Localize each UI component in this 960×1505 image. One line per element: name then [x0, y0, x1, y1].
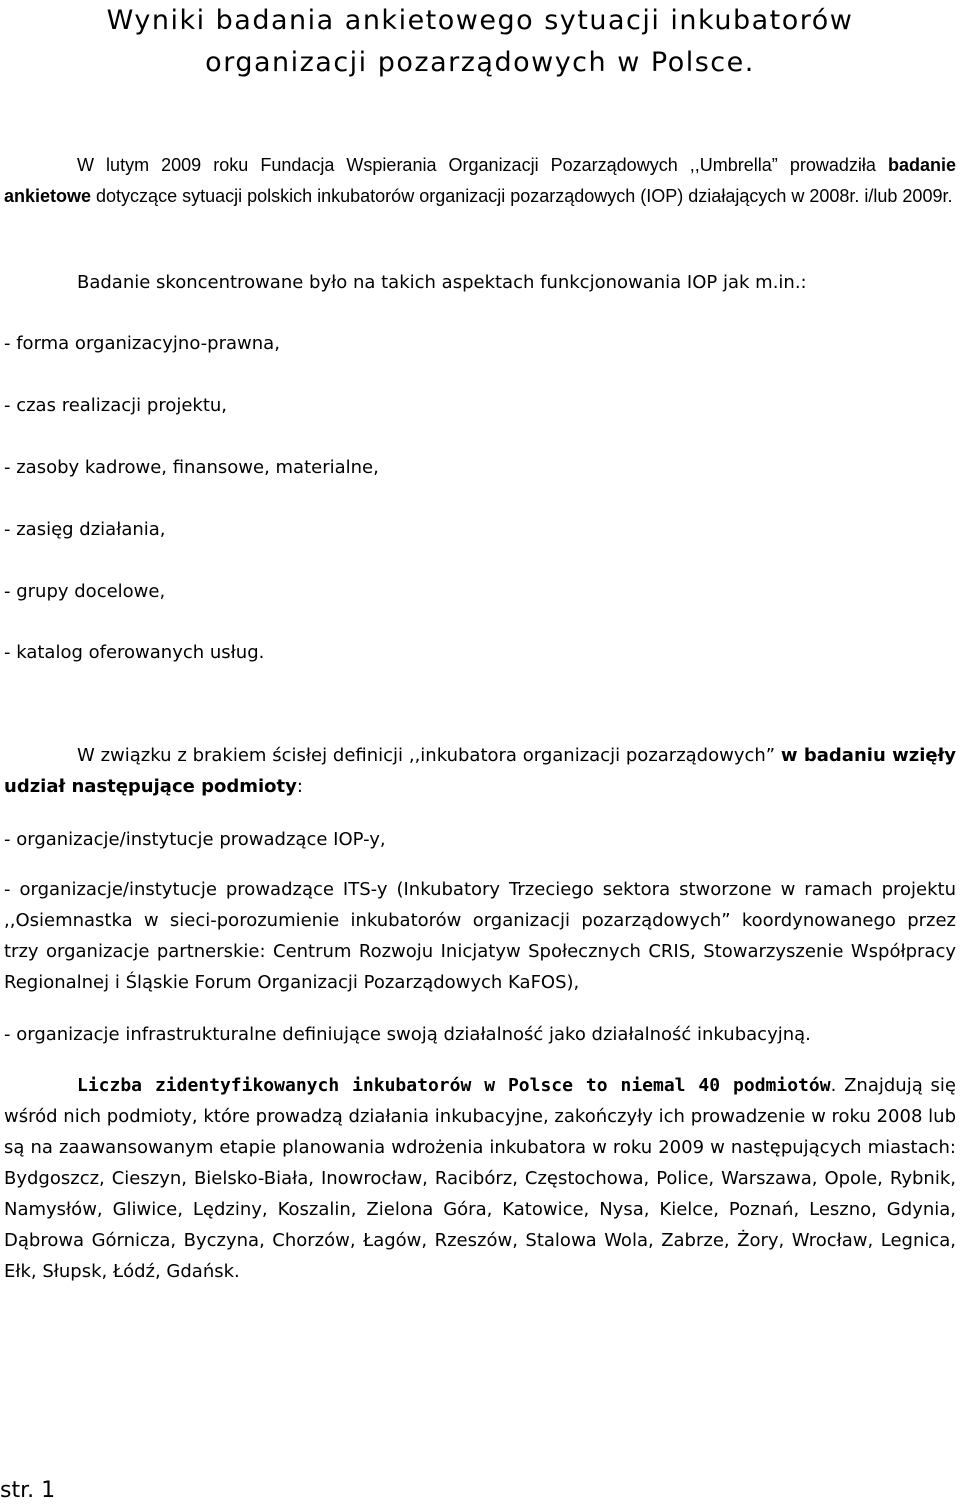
document-title — [0, 0, 960, 84]
intro-paragraph: W lutym 2009 roku Fundacja Wspierania Organizacji Pozarządowych ,,Umbrella” prowadziła badanie ankietowe dotyczące sytuacji polskich inkubatorów organizacji pozarządowych (IOP) działających w 2008r. i/lub 2009r. — [4, 155, 956, 206]
participant-item: - organizacje/instytucje prowadzące ITS-y (Inkubatory Trzeciego sektora stworzone w ramach projektu ,,Osiemnastka w sieci-porozumienie inkubatorów organizacji pozarządowych” koordynowanego przez trzy organizacje partnerskie: Centrum Rozwoju Inicjatyw Społecznych CRIS, Stowarzyszenie Współpracy Regionalnej i Śląskie Forum Organizacji Pozarządowych KaFOS), — [4, 879, 956, 993]
aspect-item: - katalog oferowanych usług. — [4, 642, 265, 663]
aspect-item: - zasięg działania, — [4, 519, 166, 540]
summary-bold: Liczba zidentyfikowanych inkubatorów w Polsce to niemal 40 podmiotów — [77, 1075, 831, 1096]
participants-bold: w badaniu wzięły udział następujące podmioty — [4, 745, 956, 797]
aspect-item: - czas realizacji projektu, — [4, 395, 228, 416]
participants-intro: W związku z brakiem ścisłej definicji ,,inkubatora organizacji pozarządowych” w badaniu wzięły udział następujące podmioty: — [4, 745, 956, 797]
intro-bold: badanie ankietowe — [4, 155, 956, 206]
summary-paragraph: Liczba zidentyfikowanych inkubatorów w Polsce to niemal 40 podmiotów. Znajdują się wśród nich podmioty, które prowadzą działania inkubacyjne, zakończyły ich prowadzenie w roku 2008 lub są na zaawansowanym etapie planowania wdrożenia inkubatora w roku 2009 w następujących miastach: Bydgoszcz, Cieszyn, Bielsko-Biała, Inowrocław, Racibórz, Częstochowa, Police, Warszawa, Opole, Rybnik, Namysłów, Gliwice, Lędziny, Koszalin, Zielona Góra, Katowice, Nysa, Kielce, Poznań, Leszno, Gdynia, Dąbrowa Górnicza, Byczyna, Chorzów, Łagów, Rzeszów, Stalowa Wola, Zabrze, Żory, Wrocław, Legnica, Ełk, Słupsk, Łódź, Gdańsk. — [4, 1075, 956, 1282]
participant-item: - organizacje infrastrukturalne definiujące swoją działalność jako działalność inkubacyjną. — [4, 1024, 811, 1045]
title-line-1: Wyniki badania ankietowego sytuacji inkubatorów — [106, 5, 854, 36]
aspects-intro: Badanie skoncentrowane było na takich aspektach funkcjonowania IOP jak m.in.: — [77, 272, 807, 293]
title-line-2: organizacji pozarządowych w Polsce. — [205, 47, 755, 78]
aspect-item: - grupy docelowe, — [4, 581, 166, 602]
page-number: str. 1 — [0, 1478, 56, 1503]
aspect-item: - forma organizacyjno-prawna, — [4, 333, 280, 354]
participant-item: - organizacje/instytucje prowadzące IOP-y, — [4, 829, 386, 850]
aspect-item: - zasoby kadrowe, finansowe, materialne, — [4, 457, 379, 478]
